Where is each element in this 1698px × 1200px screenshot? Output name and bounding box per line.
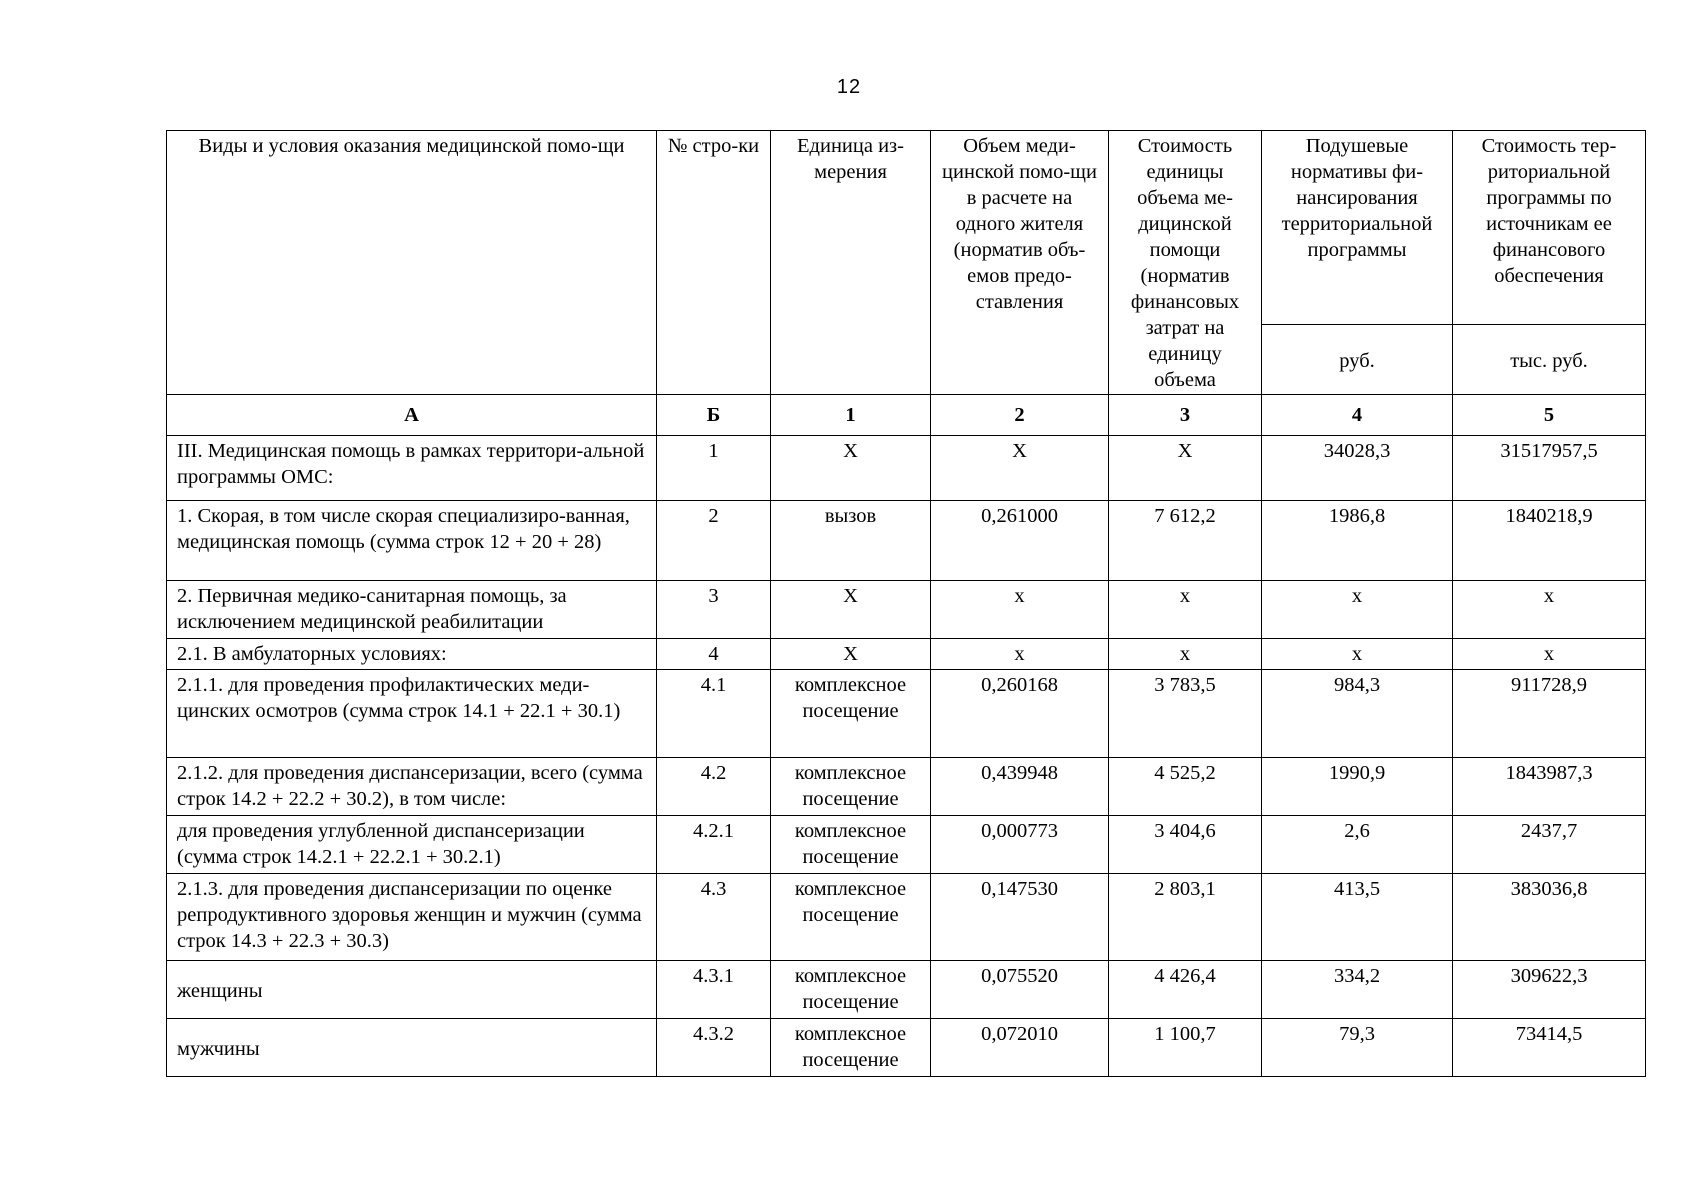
row-per-capita: х (1262, 581, 1453, 639)
row-total: 309622,3 (1453, 961, 1646, 1019)
row-line-number: 4.3.1 (657, 961, 771, 1019)
row-volume: 0,147530 (931, 874, 1109, 961)
row-name: 2.1. В амбулаторных условиях: (167, 639, 657, 670)
row-per-capita: 413,5 (1262, 874, 1453, 961)
row-line-number: 4 (657, 639, 771, 670)
row-total: 1843987,3 (1453, 758, 1646, 816)
row-unit: Х (771, 581, 931, 639)
row-total: 383036,8 (1453, 874, 1646, 961)
table-row (167, 670, 1646, 758)
index-cell: 5 (1453, 395, 1646, 436)
index-cell: А (167, 395, 657, 436)
header-unit-4: руб. (1262, 325, 1453, 395)
row-cost: 3 783,5 (1109, 670, 1262, 758)
row-cost: Х (1109, 436, 1262, 501)
table-row (167, 436, 1646, 501)
financing-table (166, 130, 1646, 1077)
row-volume: Х (931, 436, 1109, 501)
table-row (167, 581, 1646, 639)
header-col-5: Стоимость тер-риториальной программы по источникам ее финансового обеспечения (1453, 131, 1646, 325)
row-volume: 0,075520 (931, 961, 1109, 1019)
index-cell: 3 (1109, 395, 1262, 436)
row-line-number: 4.1 (657, 670, 771, 758)
row-line-number: 4.3.2 (657, 1019, 771, 1077)
row-unit: комплексное посещение (771, 874, 931, 961)
index-cell: 4 (1262, 395, 1453, 436)
row-line-number: 3 (657, 581, 771, 639)
index-cell: 1 (771, 395, 931, 436)
row-total: х (1453, 581, 1646, 639)
row-total: 73414,5 (1453, 1019, 1646, 1077)
table-row (167, 874, 1646, 961)
row-volume: 0,072010 (931, 1019, 1109, 1077)
row-name: 2. Первичная медико-санитарная помощь, за исключением медицинской реабилитации (167, 581, 657, 639)
row-per-capita: 34028,3 (1262, 436, 1453, 501)
row-cost: 4 525,2 (1109, 758, 1262, 816)
row-name: для проведения углубленной диспансеризации (сумма строк 14.2.1 + 22.2.1 + 30.2.1) (167, 816, 657, 874)
row-per-capita: 984,3 (1262, 670, 1453, 758)
row-volume: х (931, 581, 1109, 639)
table-row (167, 961, 1646, 1019)
header-col-2: Объем меди-цинской помо-щи в расчете на одного жителя (норматив объ-емов предо-ставления (931, 131, 1109, 395)
row-name: мужчины (167, 1019, 657, 1077)
row-per-capita: 2,6 (1262, 816, 1453, 874)
row-per-capita: 1986,8 (1262, 501, 1453, 581)
row-per-capita: х (1262, 639, 1453, 670)
header-row (167, 131, 1646, 325)
row-volume: х (931, 639, 1109, 670)
row-volume: 0,261000 (931, 501, 1109, 581)
row-cost: 1 100,7 (1109, 1019, 1262, 1077)
row-unit: комплексное посещение (771, 1019, 931, 1077)
row-name: 2.1.2. для проведения диспансеризации, всего (сумма строк 14.2 + 22.2 + 30.2), в том числе: (167, 758, 657, 816)
row-unit: комплексное посещение (771, 816, 931, 874)
table-row (167, 639, 1646, 670)
row-cost: х (1109, 639, 1262, 670)
row-name: женщины (167, 961, 657, 1019)
header-col-1: Единица из-мерения (771, 131, 931, 395)
row-total: х (1453, 639, 1646, 670)
row-unit: Х (771, 639, 931, 670)
row-line-number: 4.2.1 (657, 816, 771, 874)
row-unit: Х (771, 436, 931, 501)
page-number: 12 (836, 76, 862, 98)
index-cell: 2 (931, 395, 1109, 436)
index-cell: Б (657, 395, 771, 436)
row-per-capita: 1990,9 (1262, 758, 1453, 816)
row-cost: х (1109, 581, 1262, 639)
header-col-3: Стоимость единицы объема ме-дицинской помощи (норматив финансовых затрат на единицу объема (1109, 131, 1262, 395)
row-total: 1840218,9 (1453, 501, 1646, 581)
row-line-number: 2 (657, 501, 771, 581)
row-total: 911728,9 (1453, 670, 1646, 758)
header-col-a: Виды и условия оказания медицинской помо-щи (167, 131, 657, 395)
row-per-capita: 79,3 (1262, 1019, 1453, 1077)
row-total: 2437,7 (1453, 816, 1646, 874)
row-name: 2.1.3. для проведения диспансеризации по оценке репродуктивного здоровья женщин и мужчин (сумма строк 14.3 + 22.3 + 30.3) (167, 874, 657, 961)
table-row (167, 816, 1646, 874)
header-col-4: Подушевые нормативы фи-нансирования территориальной программы (1262, 131, 1453, 325)
row-line-number: 4.2 (657, 758, 771, 816)
row-name: III. Медицинская помощь в рамках территори-альной программы ОМС: (167, 436, 657, 501)
row-cost: 3 404,6 (1109, 816, 1262, 874)
row-volume: 0,260168 (931, 670, 1109, 758)
row-unit: комплексное посещение (771, 758, 931, 816)
row-line-number: 1 (657, 436, 771, 501)
row-cost: 7 612,2 (1109, 501, 1262, 581)
table-row (167, 758, 1646, 816)
row-name: 1. Скорая, в том числе скорая специализиро-ванная, медицинская помощь (сумма строк 12 + 20 + 28) (167, 501, 657, 581)
row-volume: 0,439948 (931, 758, 1109, 816)
row-unit: вызов (771, 501, 931, 581)
row-line-number: 4.3 (657, 874, 771, 961)
row-volume: 0,000773 (931, 816, 1109, 874)
header-unit-5: тыс. руб. (1453, 325, 1646, 395)
row-unit: комплексное посещение (771, 670, 931, 758)
column-index-row (167, 395, 1646, 436)
row-per-capita: 334,2 (1262, 961, 1453, 1019)
row-cost: 2 803,1 (1109, 874, 1262, 961)
header-col-b: № стро-ки (657, 131, 771, 395)
row-total: 31517957,5 (1453, 436, 1646, 501)
row-unit: комплексное посещение (771, 961, 931, 1019)
table-row (167, 501, 1646, 581)
row-cost: 4 426,4 (1109, 961, 1262, 1019)
table-row (167, 1019, 1646, 1077)
row-name: 2.1.1. для проведения профилактических меди-цинских осмотров (сумма строк 14.1 + 22.1 + 30.1) (167, 670, 657, 758)
